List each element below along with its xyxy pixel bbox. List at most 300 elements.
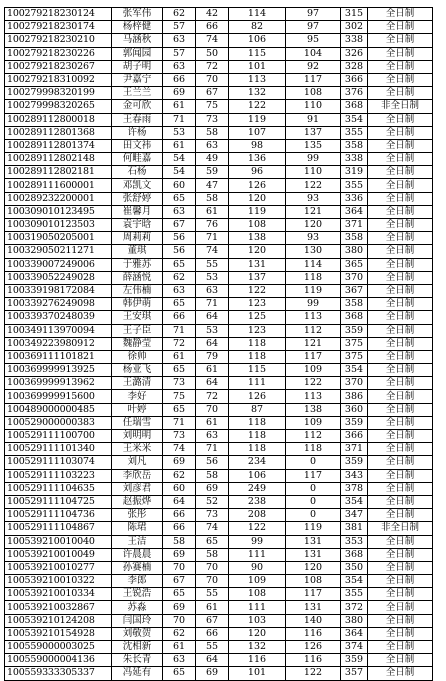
total-score-cell: 354	[341, 364, 368, 377]
study-mode-cell: 全日制	[368, 601, 433, 614]
study-mode-cell: 全日制	[368, 588, 433, 601]
candidate-id-cell: 100539210010040	[5, 535, 112, 548]
subject2-score-cell: 92	[286, 60, 341, 73]
subject2-score-cell: 117	[286, 73, 341, 86]
english-score-cell: 61	[196, 364, 229, 377]
politics-score-cell: 63	[163, 284, 196, 297]
candidate-id-cell: 100279218230124	[5, 8, 112, 21]
name-cell: 袁宇晗	[112, 219, 163, 232]
name-cell: 石杨	[112, 166, 163, 179]
study-mode-cell: 全日制	[368, 21, 433, 34]
total-score-cell: 354	[341, 495, 368, 508]
study-mode-cell: 全日制	[368, 337, 433, 350]
table-row	[5, 232, 433, 245]
candidate-id-cell: 100529111103074	[5, 456, 112, 469]
table-row	[5, 614, 433, 627]
politics-score-cell: 65	[163, 258, 196, 271]
subject1-score-cell: 131	[229, 258, 286, 271]
total-score-cell: 355	[341, 126, 368, 139]
total-score-cell: 359	[341, 456, 368, 469]
study-mode-cell: 全日制	[368, 561, 433, 574]
politics-score-cell: 67	[163, 575, 196, 588]
candidate-id-cell: 100539210032867	[5, 601, 112, 614]
table-row	[5, 535, 433, 548]
name-cell: 李郎	[112, 575, 163, 588]
table-row	[5, 575, 433, 588]
subject1-score-cell: 126	[229, 179, 286, 192]
english-score-cell: 55	[196, 258, 229, 271]
name-cell: 王锐浩	[112, 588, 163, 601]
politics-score-cell: 73	[163, 430, 196, 443]
subject1-score-cell: 123	[229, 298, 286, 311]
study-mode-cell: 全日制	[368, 153, 433, 166]
english-score-cell: 50	[196, 47, 229, 60]
politics-score-cell: 62	[163, 271, 196, 284]
name-cell: 邓凯文	[112, 179, 163, 192]
subject1-score-cell: 82	[229, 21, 286, 34]
subject2-score-cell: 130	[286, 245, 341, 258]
table-row	[5, 271, 433, 284]
subject2-score-cell: 109	[286, 364, 341, 377]
english-score-cell: 67	[196, 87, 229, 100]
table-row	[5, 113, 433, 126]
study-mode-cell: 全日制	[368, 232, 433, 245]
candidate-id-cell: 100319050205001	[5, 232, 112, 245]
study-mode-cell: 全日制	[368, 364, 433, 377]
table-row	[5, 601, 433, 614]
candidate-id-cell: 100349113970094	[5, 324, 112, 337]
subject1-score-cell: 238	[229, 495, 286, 508]
total-score-cell: 354	[341, 113, 368, 126]
english-score-cell: 58	[196, 548, 229, 561]
table-row	[5, 522, 433, 535]
subject1-score-cell: 122	[229, 100, 286, 113]
total-score-cell: 343	[341, 469, 368, 482]
subject2-score-cell: 97	[286, 21, 341, 34]
subject2-score-cell: 138	[286, 403, 341, 416]
english-score-cell: 67	[196, 614, 229, 627]
subject1-score-cell: 208	[229, 509, 286, 522]
table-row	[5, 509, 433, 522]
english-score-cell: 66	[196, 627, 229, 640]
table-row	[5, 87, 433, 100]
english-score-cell: 63	[196, 430, 229, 443]
politics-score-cell: 69	[163, 548, 196, 561]
admission-score-table	[4, 7, 433, 681]
english-score-cell: 63	[196, 284, 229, 297]
english-score-cell: 55	[196, 641, 229, 654]
study-mode-cell: 全日制	[368, 192, 433, 205]
name-cell: 杨梓健	[112, 21, 163, 34]
candidate-id-cell: 100529111103223	[5, 469, 112, 482]
study-mode-cell: 全日制	[368, 8, 433, 21]
study-mode-cell: 全日制	[368, 350, 433, 363]
name-cell: 陈珺	[112, 522, 163, 535]
subject1-score-cell: 123	[229, 324, 286, 337]
table-row	[5, 495, 433, 508]
english-score-cell: 69	[196, 482, 229, 495]
subject1-score-cell: 111	[229, 548, 286, 561]
study-mode-cell: 全日制	[368, 535, 433, 548]
subject2-score-cell: 126	[286, 641, 341, 654]
table-row	[5, 298, 433, 311]
candidate-id-cell: 100539210010322	[5, 575, 112, 588]
subject1-score-cell: 118	[229, 416, 286, 429]
subject1-score-cell: 118	[229, 443, 286, 456]
subject2-score-cell: 93	[286, 192, 341, 205]
english-score-cell: 53	[196, 271, 229, 284]
table-row	[5, 654, 433, 667]
politics-score-cell: 71	[163, 416, 196, 429]
name-cell: 郭闻园	[112, 47, 163, 60]
subject2-score-cell: 122	[286, 179, 341, 192]
table-row	[5, 469, 433, 482]
table-row	[5, 337, 433, 350]
study-mode-cell: 全日制	[368, 47, 433, 60]
subject2-score-cell: 99	[286, 298, 341, 311]
subject1-score-cell: 106	[229, 34, 286, 47]
subject2-score-cell: 131	[286, 601, 341, 614]
politics-score-cell: 66	[163, 73, 196, 86]
english-score-cell: 70	[196, 403, 229, 416]
name-cell: 尹嘉宁	[112, 73, 163, 86]
subject2-score-cell: 0	[286, 509, 341, 522]
english-score-cell: 55	[196, 588, 229, 601]
total-score-cell: 350	[341, 561, 368, 574]
english-score-cell: 70	[196, 575, 229, 588]
subject2-score-cell: 122	[286, 377, 341, 390]
candidate-id-cell: 100539210010049	[5, 548, 112, 561]
subject1-score-cell: 119	[229, 113, 286, 126]
politics-score-cell: 66	[163, 311, 196, 324]
subject2-score-cell: 121	[286, 337, 341, 350]
politics-score-cell: 71	[163, 113, 196, 126]
politics-score-cell: 75	[163, 390, 196, 403]
subject1-score-cell: 107	[229, 126, 286, 139]
total-score-cell: 378	[341, 482, 368, 495]
table-row	[5, 416, 433, 429]
candidate-id-cell: 100339370248039	[5, 311, 112, 324]
study-mode-cell: 全日制	[368, 575, 433, 588]
table-row	[5, 561, 433, 574]
subject2-score-cell: 117	[286, 469, 341, 482]
total-score-cell: 355	[341, 179, 368, 192]
study-mode-cell: 全日制	[368, 284, 433, 297]
total-score-cell: 375	[341, 350, 368, 363]
study-mode-cell: 全日制	[368, 139, 433, 152]
subject1-score-cell: 87	[229, 403, 286, 416]
study-mode-cell: 全日制	[368, 271, 433, 284]
subject2-score-cell: 0	[286, 495, 341, 508]
table-row	[5, 205, 433, 218]
total-score-cell: 364	[341, 205, 368, 218]
name-cell: 崔馨月	[112, 205, 163, 218]
english-score-cell: 71	[196, 232, 229, 245]
name-cell: 左伟楠	[112, 284, 163, 297]
candidate-id-cell: 100559000003025	[5, 641, 112, 654]
name-cell: 王兰兰	[112, 87, 163, 100]
subject2-score-cell: 119	[286, 284, 341, 297]
subject2-score-cell: 121	[286, 205, 341, 218]
subject1-score-cell: 116	[229, 654, 286, 667]
table-row	[5, 8, 433, 21]
candidate-id-cell: 100339198172084	[5, 284, 112, 297]
english-score-cell: 61	[196, 205, 229, 218]
subject1-score-cell: 114	[229, 8, 286, 21]
total-score-cell: 358	[341, 232, 368, 245]
politics-score-cell: 65	[163, 588, 196, 601]
table-row	[5, 667, 433, 680]
total-score-cell: 347	[341, 509, 368, 522]
total-score-cell: 368	[341, 311, 368, 324]
politics-score-cell: 61	[163, 641, 196, 654]
table-row	[5, 139, 433, 152]
subject1-score-cell: 101	[229, 667, 286, 680]
study-mode-cell: 全日制	[368, 430, 433, 443]
subject1-score-cell: 126	[229, 390, 286, 403]
table-row	[5, 47, 433, 60]
total-score-cell: 359	[341, 324, 368, 337]
english-score-cell: 53	[196, 324, 229, 337]
candidate-id-cell: 100529111104867	[5, 522, 112, 535]
subject1-score-cell: 108	[229, 219, 286, 232]
table-row	[5, 377, 433, 390]
total-score-cell: 371	[341, 219, 368, 232]
table-row	[5, 60, 433, 73]
subject2-score-cell: 112	[286, 430, 341, 443]
total-score-cell: 360	[341, 403, 368, 416]
name-cell: 刘凡	[112, 456, 163, 469]
name-cell: 徐帅	[112, 350, 163, 363]
candidate-id-cell: 100369111101821	[5, 350, 112, 363]
table-row	[5, 456, 433, 469]
study-mode-cell: 全日制	[368, 456, 433, 469]
candidate-id-cell: 100279218230267	[5, 60, 112, 73]
total-score-cell: 328	[341, 60, 368, 73]
subject1-score-cell: 101	[229, 60, 286, 73]
total-score-cell: 366	[341, 73, 368, 86]
study-mode-cell: 全日制	[368, 627, 433, 640]
candidate-id-cell: 100369999915600	[5, 390, 112, 403]
total-score-cell: 376	[341, 87, 368, 100]
study-mode-cell: 全日制	[368, 495, 433, 508]
english-score-cell: 79	[196, 350, 229, 363]
subject2-score-cell: 117	[286, 588, 341, 601]
politics-score-cell: 56	[163, 245, 196, 258]
politics-score-cell: 69	[163, 601, 196, 614]
politics-score-cell: 72	[163, 337, 196, 350]
table-row	[5, 390, 433, 403]
study-mode-cell: 全日制	[368, 34, 433, 47]
name-cell: 何畦嘉	[112, 153, 163, 166]
subject2-score-cell: 131	[286, 535, 341, 548]
name-cell: 苏淼	[112, 601, 163, 614]
name-cell: 杨亚飞	[112, 364, 163, 377]
name-cell: 朱长青	[112, 654, 163, 667]
table-row	[5, 350, 433, 363]
total-score-cell: 367	[341, 284, 368, 297]
english-score-cell: 66	[196, 21, 229, 34]
politics-score-cell: 63	[163, 60, 196, 73]
subject1-score-cell: 118	[229, 337, 286, 350]
table-row	[5, 166, 433, 179]
subject1-score-cell: 96	[229, 166, 286, 179]
subject1-score-cell: 125	[229, 311, 286, 324]
total-score-cell: 380	[341, 614, 368, 627]
subject2-score-cell: 95	[286, 34, 341, 47]
politics-score-cell: 65	[163, 667, 196, 680]
subject1-score-cell: 115	[229, 47, 286, 60]
table-row	[5, 192, 433, 205]
subject1-score-cell: 90	[229, 561, 286, 574]
name-cell: 刘彦君	[112, 482, 163, 495]
politics-score-cell: 70	[163, 561, 196, 574]
study-mode-cell: 全日制	[368, 126, 433, 139]
english-score-cell: 63	[196, 139, 229, 152]
subject1-score-cell: 120	[229, 245, 286, 258]
politics-score-cell: 63	[163, 205, 196, 218]
english-score-cell: 59	[196, 166, 229, 179]
score-table	[4, 7, 433, 681]
subject1-score-cell: 249	[229, 482, 286, 495]
candidate-id-cell: 100339007249006	[5, 258, 112, 271]
politics-score-cell: 62	[163, 8, 196, 21]
english-score-cell: 74	[196, 34, 229, 47]
candidate-id-cell: 100289112801368	[5, 126, 112, 139]
study-mode-cell: 非全日制	[368, 522, 433, 535]
study-mode-cell: 全日制	[368, 482, 433, 495]
politics-score-cell: 66	[163, 509, 196, 522]
politics-score-cell: 61	[163, 350, 196, 363]
subject2-score-cell: 116	[286, 654, 341, 667]
english-score-cell: 71	[196, 443, 229, 456]
table-row	[5, 21, 433, 34]
score-table-body	[5, 8, 433, 681]
candidate-id-cell: 100339276249098	[5, 298, 112, 311]
table-row	[5, 245, 433, 258]
name-cell: 王潞清	[112, 377, 163, 390]
english-score-cell: 74	[196, 522, 229, 535]
name-cell: 刘明明	[112, 430, 163, 443]
study-mode-cell: 全日制	[368, 245, 433, 258]
total-score-cell: 371	[341, 443, 368, 456]
subject1-score-cell: 99	[229, 535, 286, 548]
subject1-score-cell: 137	[229, 271, 286, 284]
politics-score-cell: 65	[163, 298, 196, 311]
subject2-score-cell: 108	[286, 87, 341, 100]
name-cell: 王春雨	[112, 113, 163, 126]
table-row	[5, 627, 433, 640]
english-score-cell: 64	[196, 654, 229, 667]
name-cell: 闫国玲	[112, 614, 163, 627]
english-score-cell: 47	[196, 179, 229, 192]
study-mode-cell: 全日制	[368, 73, 433, 86]
total-score-cell: 375	[341, 337, 368, 350]
study-mode-cell: 全日制	[368, 166, 433, 179]
table-row	[5, 284, 433, 297]
candidate-id-cell: 100329050211271	[5, 245, 112, 258]
total-score-cell: 358	[341, 139, 368, 152]
politics-score-cell: 73	[163, 377, 196, 390]
candidate-id-cell: 100279218310092	[5, 73, 112, 86]
study-mode-cell: 全日制	[368, 205, 433, 218]
candidate-id-cell: 100279218230226	[5, 47, 112, 60]
candidate-id-cell: 100279998320199	[5, 87, 112, 100]
politics-score-cell: 62	[163, 627, 196, 640]
table-row	[5, 34, 433, 47]
study-mode-cell: 全日制	[368, 509, 433, 522]
table-row	[5, 443, 433, 456]
table-row	[5, 73, 433, 86]
politics-score-cell: 57	[163, 21, 196, 34]
subject2-score-cell: 97	[286, 8, 341, 21]
name-cell: 冯延有	[112, 667, 163, 680]
subject2-score-cell: 119	[286, 522, 341, 535]
subject1-score-cell: 138	[229, 232, 286, 245]
total-score-cell: 380	[341, 245, 368, 258]
study-mode-cell: 全日制	[368, 179, 433, 192]
candidate-id-cell: 100339052249028	[5, 271, 112, 284]
total-score-cell: 338	[341, 153, 368, 166]
study-mode-cell: 全日制	[368, 258, 433, 271]
total-score-cell: 368	[341, 100, 368, 113]
english-score-cell: 52	[196, 495, 229, 508]
table-row	[5, 324, 433, 337]
subject1-score-cell: 108	[229, 588, 286, 601]
candidate-id-cell: 100289112802181	[5, 166, 112, 179]
study-mode-cell: 全日制	[368, 654, 433, 667]
subject1-score-cell: 118	[229, 430, 286, 443]
subject2-score-cell: 135	[286, 139, 341, 152]
name-cell: 胡子明	[112, 60, 163, 73]
english-score-cell: 72	[196, 390, 229, 403]
name-cell: 于雅苏	[112, 258, 163, 271]
subject2-score-cell: 120	[286, 219, 341, 232]
study-mode-cell: 全日制	[368, 113, 433, 126]
name-cell: 沈相新	[112, 641, 163, 654]
english-score-cell: 70	[196, 561, 229, 574]
table-row	[5, 219, 433, 232]
subject2-score-cell: 108	[286, 575, 341, 588]
study-mode-cell: 全日制	[368, 469, 433, 482]
total-score-cell: 365	[341, 258, 368, 271]
subject2-score-cell: 114	[286, 258, 341, 271]
name-cell: 张彤	[112, 509, 163, 522]
politics-score-cell: 61	[163, 100, 196, 113]
name-cell: 薛涵悦	[112, 271, 163, 284]
table-row	[5, 179, 433, 192]
english-score-cell: 76	[196, 219, 229, 232]
total-score-cell: 357	[341, 667, 368, 680]
candidate-id-cell: 100529111104635	[5, 482, 112, 495]
name-cell: 张军伟	[112, 8, 163, 21]
subject1-score-cell: 111	[229, 601, 286, 614]
subject2-score-cell: 113	[286, 390, 341, 403]
english-score-cell: 58	[196, 192, 229, 205]
candidate-id-cell: 100529111104736	[5, 509, 112, 522]
politics-score-cell: 65	[163, 192, 196, 205]
table-row	[5, 588, 433, 601]
candidate-id-cell: 100539210154928	[5, 627, 112, 640]
study-mode-cell: 全日制	[368, 324, 433, 337]
candidate-id-cell: 100289232200001	[5, 192, 112, 205]
subject1-score-cell: 98	[229, 139, 286, 152]
name-cell: 王洁	[112, 535, 163, 548]
politics-score-cell: 69	[163, 456, 196, 469]
subject2-score-cell: 104	[286, 47, 341, 60]
total-score-cell: 355	[341, 588, 368, 601]
subject1-score-cell: 113	[229, 73, 286, 86]
